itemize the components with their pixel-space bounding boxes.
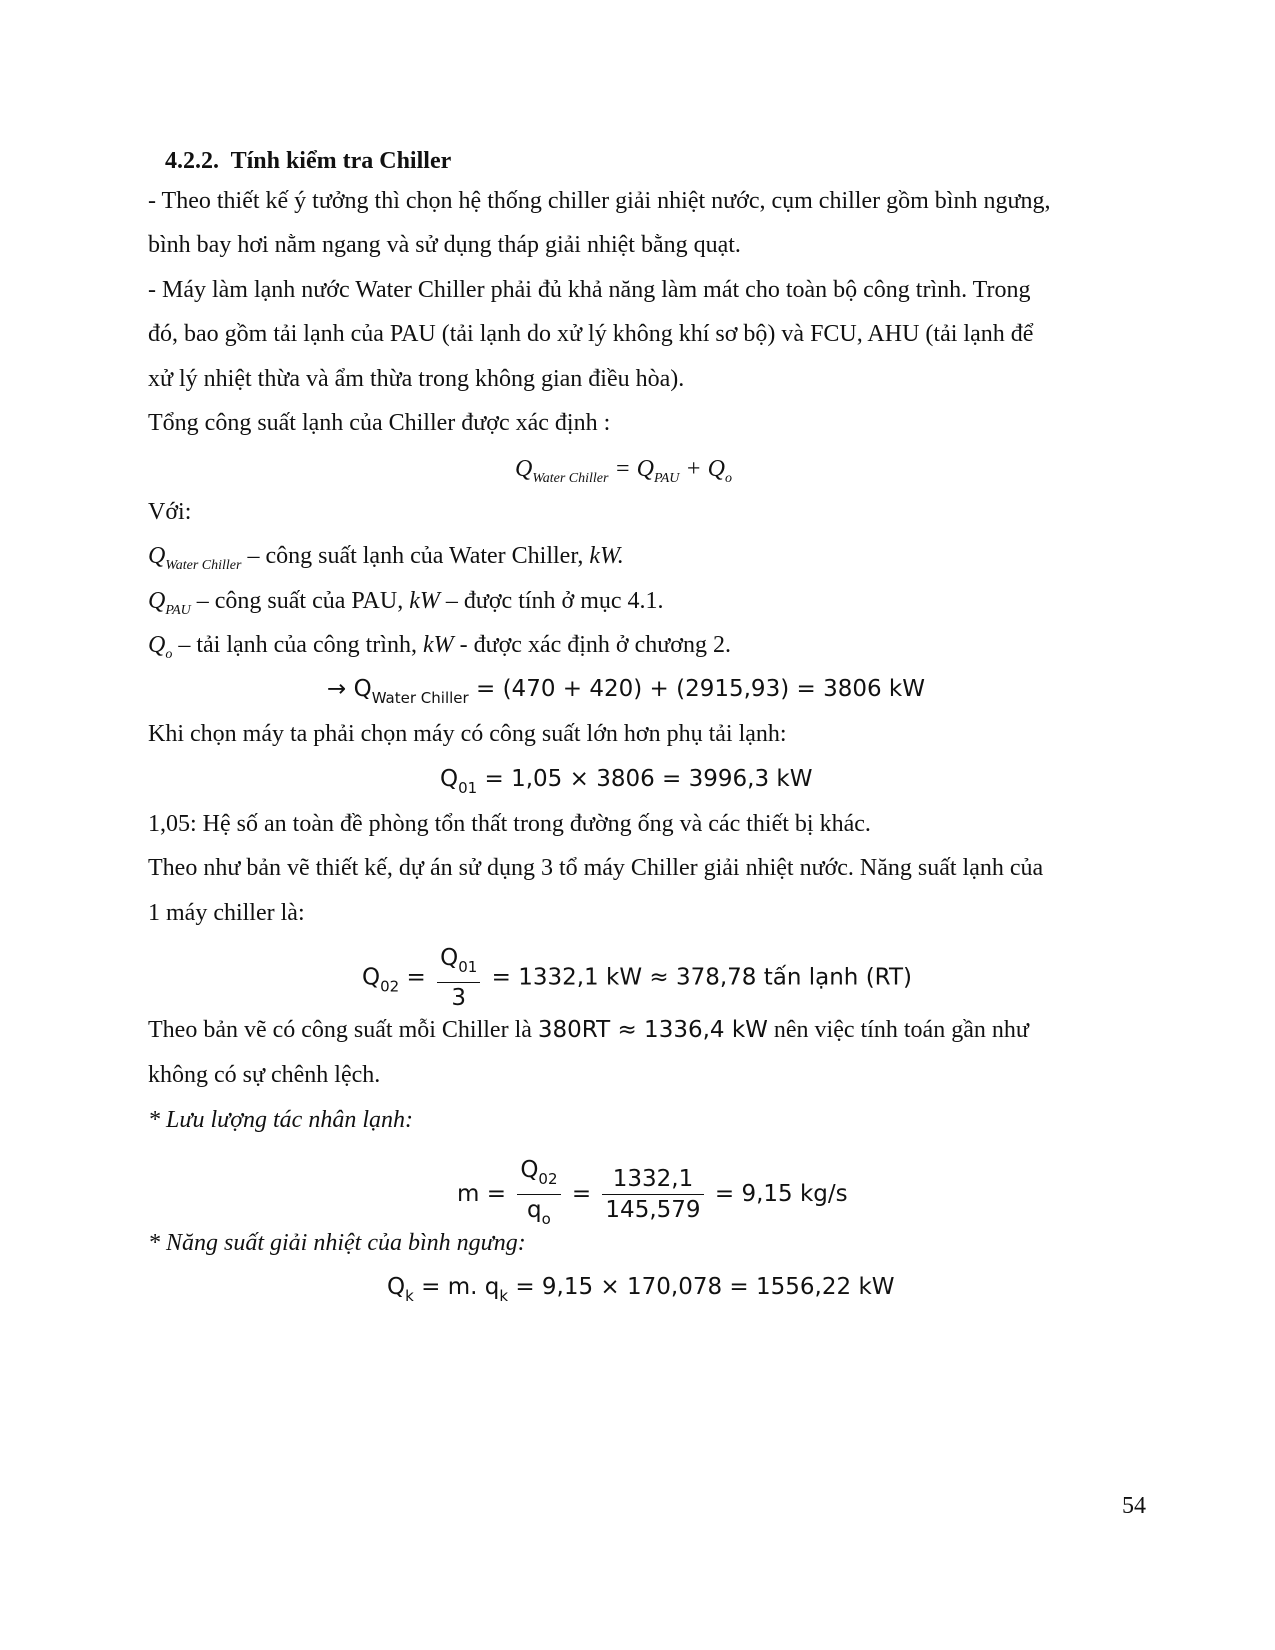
paragraph-line: - Theo thiết kế ý tưởng thì chọn hệ thống chiller giải nhiệt nước, cụm chiller gồm bình ngưng, bbox=[148, 188, 1051, 214]
section-heading bbox=[165, 146, 451, 176]
paragraph-line: - Máy làm lạnh nước Water Chiller phải đủ khả năng làm mát cho toàn bộ công trình. Trong bbox=[148, 277, 1031, 303]
condenser-title: * Năng suất giải nhiệt của bình ngưng: bbox=[148, 1230, 526, 1256]
definition-q-water-chiller: $Q_{Water Chiller}$ – công suất lạnh của Water Chiller, kW. bbox=[148, 543, 624, 573]
page-number: 54 bbox=[1122, 1493, 1146, 1519]
equation-q01: $Q_{01} = 1,05 \times 3806 = 3996,3$ kW bbox=[440, 766, 813, 797]
paragraph-line: bình bay hơi nằm ngang và sử dụng tháp giải nhiệt bằng quạt. bbox=[148, 232, 741, 258]
fraction: $\frac{1332,1}{145,579}$ bbox=[602, 1164, 703, 1225]
section-title: Tính kiểm tra Chiller bbox=[230, 148, 452, 174]
paragraph-line: đó, bao gồm tải lạnh của PAU (tải lạnh do xử lý không khí sơ bộ) và FCU, AHU (tải lạnh để bbox=[148, 321, 1034, 347]
definition-q-pau: $Q_{PAU}$ – công suất của PAU, kW – được tính ở mục 4.1. bbox=[148, 588, 664, 618]
equation-mass-flow: m = $\frac{Q_{02}}{q_o}$ = $\frac{1332,1}{145,579}$ = 9,15 kg/s bbox=[457, 1155, 848, 1234]
equation-water-chiller-value: → $Q_{Water Chiller} = (470 + 420) + (2915,93) = 3806$ kW bbox=[327, 676, 925, 707]
fraction: $\frac{Q_{01}}{3}$ bbox=[437, 943, 480, 1013]
fraction: $\frac{Q_{02}}{q_o}$ bbox=[517, 1155, 560, 1234]
equation-total-capacity: $Q_{Water Chiller} = Q_{PAU} + Q_o$ bbox=[515, 456, 732, 486]
paragraph-line: Theo như bản vẽ thiết kế, dự án sử dụng 3 tổ máy Chiller giải nhiệt nước. Năng suất lạnh của bbox=[148, 855, 1044, 881]
flow-rate-title: * Lưu lượng tác nhân lạnh: bbox=[148, 1107, 413, 1133]
section-number: 4.2.2. bbox=[165, 148, 219, 174]
paragraph-line: 1 máy chiller là: bbox=[148, 900, 305, 926]
paragraph-line: không có sự chênh lệch. bbox=[148, 1062, 381, 1088]
with-label: Với: bbox=[148, 499, 192, 525]
paragraph-line: Theo bản vẽ có công suất mỗi Chiller là 380RT ≈ 1336,4 kW nên việc tính toán gần như bbox=[148, 1017, 1029, 1043]
equation-q02: $Q_{02}$ = $\frac{Q_{01}}{3}$ = 1332,1 kW ≈ 378,78 tấn lạnh (RT) bbox=[362, 945, 912, 1011]
equation-condenser-capacity: $Q_k = m$. $q_k = 9,15 \times 170,078 = 1556,22$ kW bbox=[387, 1274, 895, 1305]
paragraph-line: Tổng công suất lạnh của Chiller được xác định : bbox=[148, 410, 611, 436]
paragraph-line: xử lý nhiệt thừa và ẩm thừa trong không gian điều hòa). bbox=[148, 366, 685, 392]
definition-q-o: $Q_o$ – tải lạnh của công trình, kW - được xác định ở chương 2. bbox=[148, 632, 731, 662]
paragraph-line: Khi chọn máy ta phải chọn máy có công suất lớn hơn phụ tải lạnh: bbox=[148, 721, 787, 747]
paragraph-line: 1,05: Hệ số an toàn đề phòng tổn thất trong đường ống và các thiết bị khác. bbox=[148, 811, 871, 837]
